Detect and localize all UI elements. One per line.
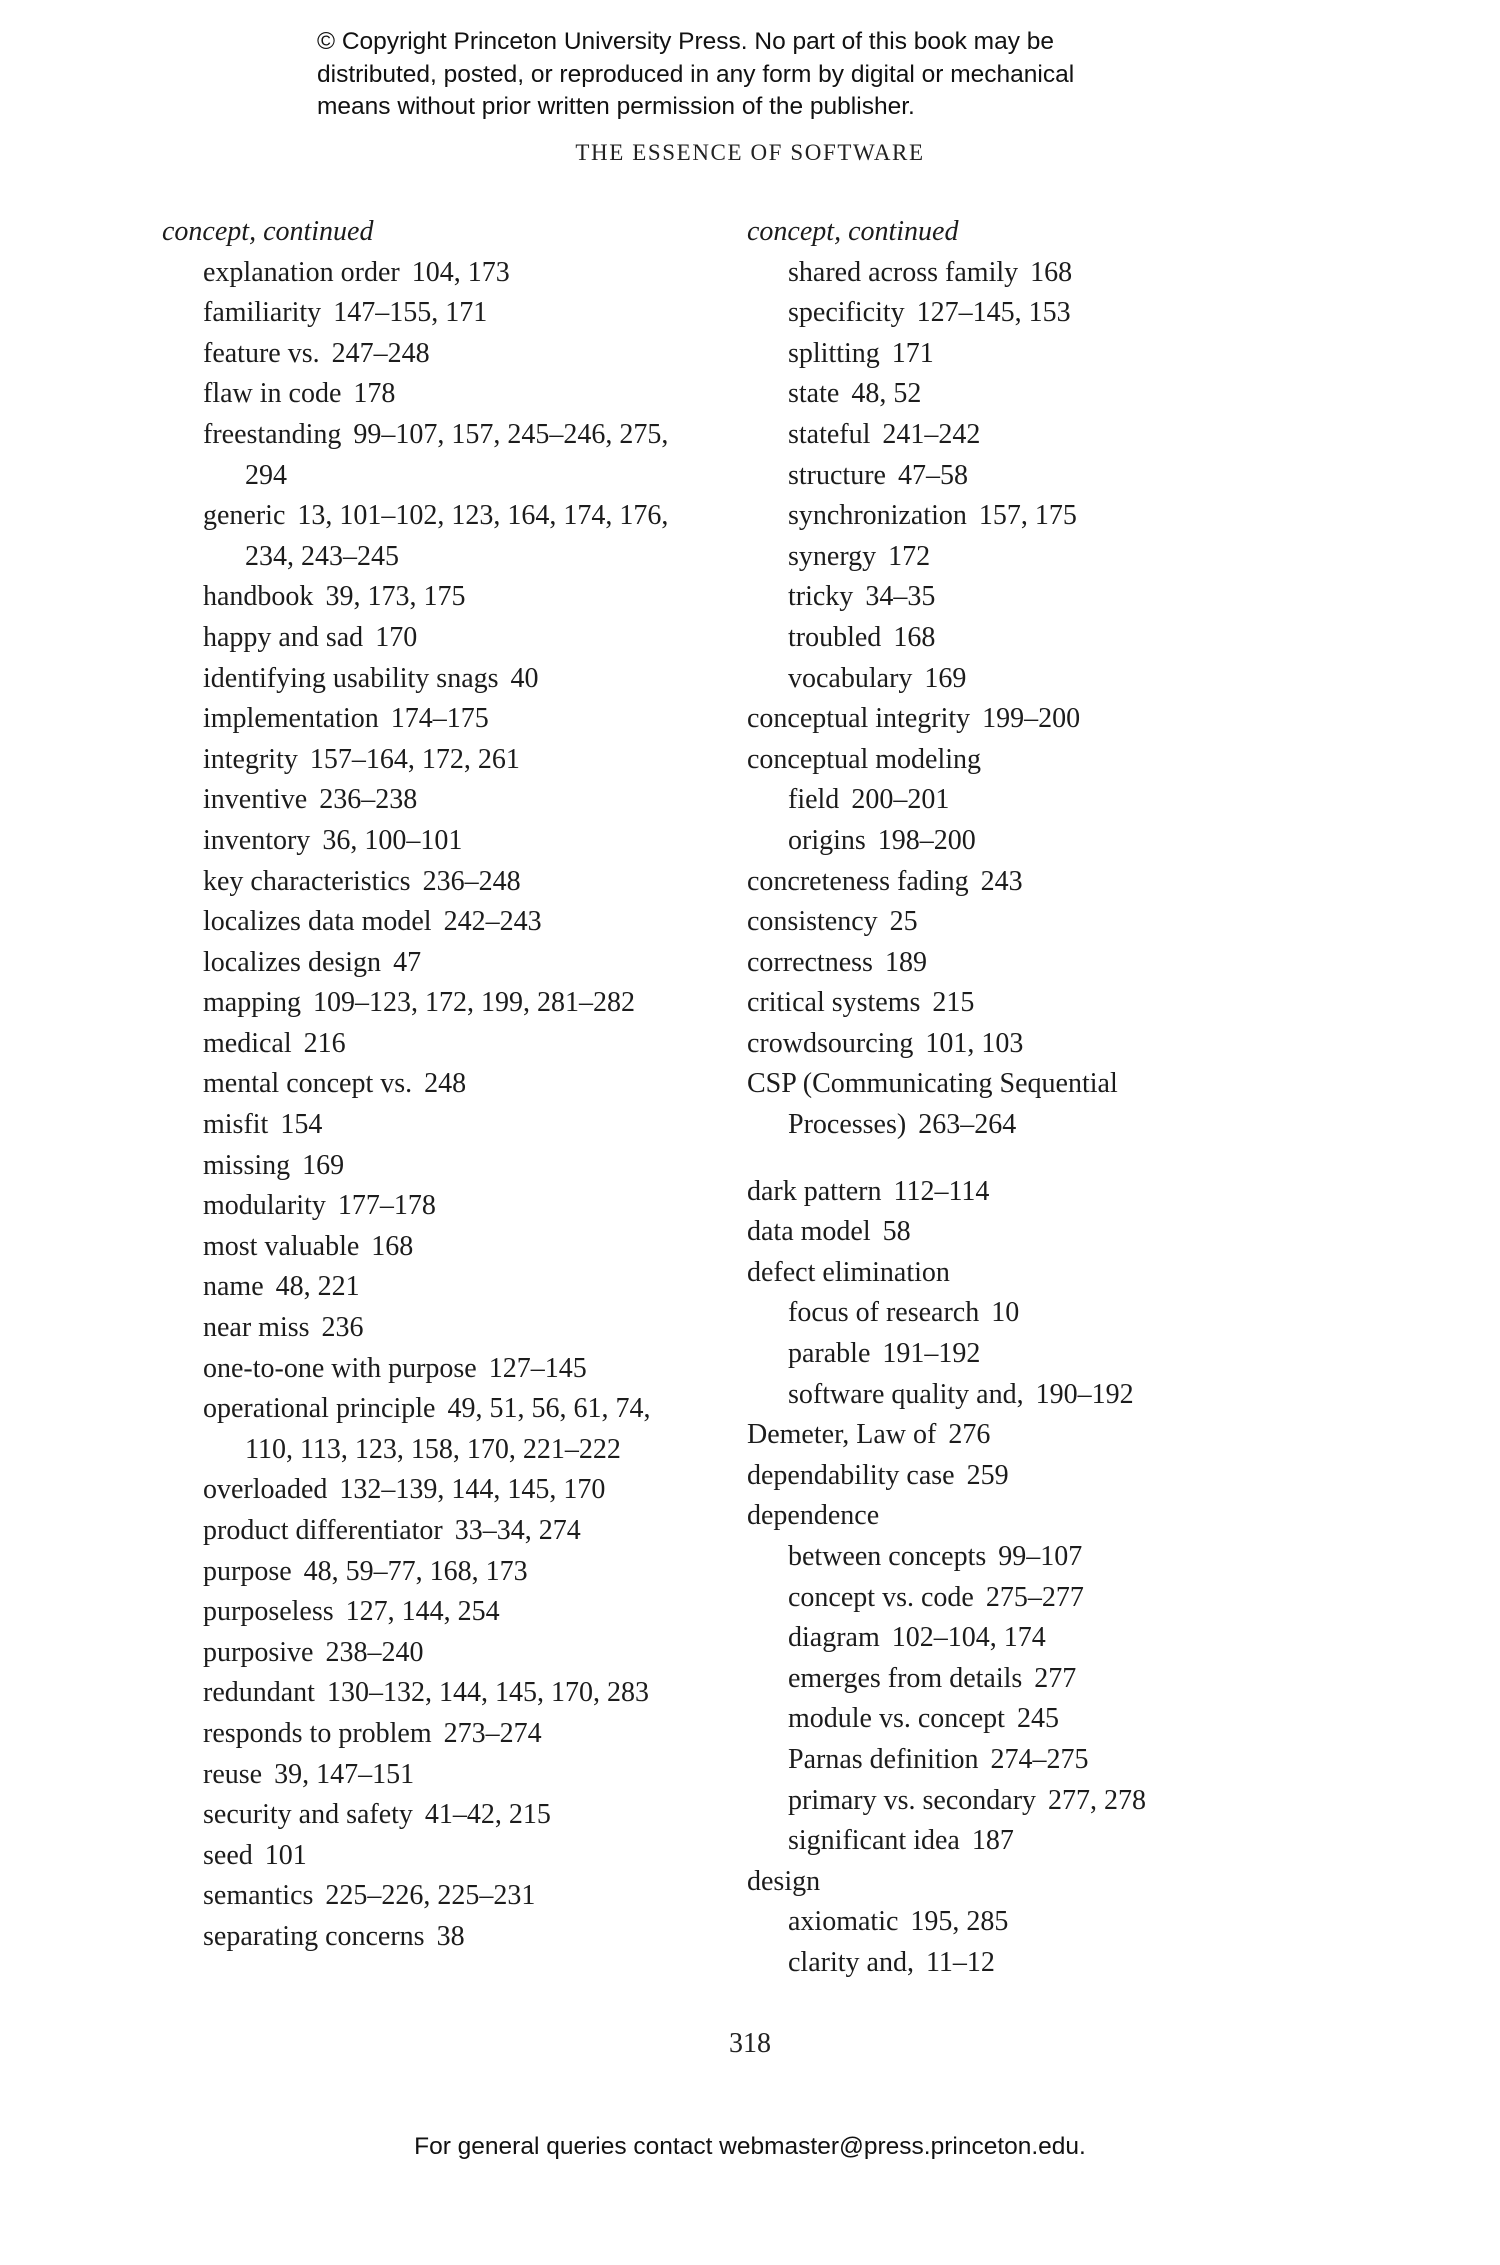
index-page-refs: 41–42, 215: [424, 1799, 551, 1831]
index-page-refs: 157–164, 172, 261: [309, 743, 520, 775]
index-page-refs: 168: [1030, 256, 1073, 288]
index-term: axiomatic: [788, 1906, 899, 1938]
index-subentry: [162, 780, 722, 821]
index-page-refs: 277: [1034, 1662, 1077, 1694]
index-page-refs: 25: [889, 906, 918, 938]
index-term: inventive: [203, 784, 308, 816]
index-page-refs: 112–114: [893, 1175, 990, 1207]
index-term: security and safety: [203, 1799, 413, 1831]
index-subentry: [162, 1227, 722, 1268]
index-subentry: [162, 1105, 722, 1146]
index-term: freestanding: [203, 418, 342, 450]
index-term: separating concerns: [203, 1920, 425, 1952]
index-term: design: [747, 1865, 821, 1897]
index-main-entry: [747, 1172, 1307, 1213]
index-page-refs: 198–200: [877, 824, 976, 856]
index-subentry: [747, 496, 1307, 537]
index-subentry: [747, 253, 1307, 294]
index-term: consistency: [747, 906, 878, 938]
index-page-refs: 191–192: [882, 1338, 981, 1370]
index-term: familiarity: [203, 297, 322, 329]
index-page-refs: 33–34, 274: [454, 1515, 581, 1546]
index-term: Processes): [788, 1109, 907, 1141]
index-term: key characteristics: [203, 865, 411, 897]
copyright-line: means without prior written permission of the publisher.: [317, 93, 915, 120]
index-term: most valuable: [203, 1230, 360, 1262]
index-page-refs: 10: [991, 1297, 1020, 1329]
index-subentry: [747, 374, 1307, 415]
index-page-refs: 127–145: [488, 1352, 587, 1384]
index-turnover-line: 294: [245, 459, 287, 491]
index-subentry: [162, 1592, 722, 1633]
index-main-entry: [747, 1212, 1307, 1253]
index-subentry: [747, 293, 1307, 334]
index-subentry: [162, 699, 722, 740]
index-page-refs: 48, 52: [851, 378, 922, 410]
index-column-left: [162, 212, 722, 1958]
index-main-entry: [747, 983, 1307, 1024]
index-term: conceptual modeling: [747, 743, 982, 775]
index-page-refs: 247–248: [331, 337, 430, 369]
index-page-refs: 174–175: [390, 703, 489, 735]
index-subentry: [747, 1781, 1307, 1822]
index-term: correctness: [747, 946, 873, 978]
index-main-entry: [747, 902, 1307, 943]
index-subentry: [162, 1349, 722, 1390]
index-main-entry: [747, 1064, 1307, 1105]
index-term: misfit: [203, 1109, 269, 1141]
index-term: tricky: [788, 581, 854, 613]
index-subentry: [162, 1511, 722, 1552]
index-page-refs: 49, 51, 56, 61, 74,: [447, 1393, 651, 1425]
index-subentry: [162, 1673, 722, 1714]
index-page-refs: 236–248: [422, 865, 521, 897]
index-term: flaw in code: [203, 378, 342, 410]
index-subentry: [162, 1917, 722, 1958]
index-page-refs: 34–35: [865, 581, 936, 613]
index-term: near miss: [203, 1312, 310, 1344]
index-subentry: [162, 1186, 722, 1227]
index-main-entry: [747, 943, 1307, 984]
index-subentry: [747, 780, 1307, 821]
section-gap: [747, 1146, 1307, 1172]
index-page-refs: 99–107, 157, 245–246, 275,: [353, 418, 669, 450]
index-subentry: [747, 1375, 1307, 1416]
index-term: handbook: [203, 581, 314, 613]
index-term: clarity and,: [788, 1946, 914, 1978]
index-term: concept vs. code: [788, 1581, 974, 1613]
index-subentry: [747, 1902, 1307, 1943]
index-page-refs: 177–178: [337, 1190, 436, 1222]
index-term: integrity: [203, 743, 298, 775]
index-term: software quality and,: [788, 1378, 1024, 1410]
index-term: Parnas definition: [788, 1743, 979, 1775]
index-page-refs: 157, 175: [978, 500, 1077, 532]
index-subentry: [162, 740, 722, 781]
index-term: splitting: [788, 337, 880, 369]
index-subentry: [747, 821, 1307, 862]
index-page-refs: 172: [888, 540, 931, 572]
copyright-notice: [317, 26, 1217, 124]
index-term: mapping: [203, 987, 301, 1019]
index-term: reuse: [203, 1758, 263, 1790]
index-term: dark pattern: [747, 1175, 882, 1207]
index-subentry: [747, 1943, 1307, 1984]
index-term: feature vs.: [203, 337, 320, 369]
index-subentry: [162, 1389, 722, 1430]
index-turnover-line: 234, 243–245: [245, 540, 399, 572]
index-page-refs: 276: [948, 1419, 991, 1451]
index-term: identifying usability snags: [203, 662, 499, 694]
index-subentry: [162, 1836, 722, 1877]
index-term: inventory: [203, 824, 311, 856]
index-page-refs: 189: [884, 946, 927, 978]
index-page-refs: 199–200: [982, 703, 1081, 735]
index-page-refs: 170: [375, 621, 418, 653]
index-term: purposeless: [203, 1596, 334, 1628]
index-term: CSP (Communicating Sequential: [747, 1068, 1118, 1100]
index-subentry: [747, 1821, 1307, 1862]
index-page-refs: 277, 278: [1048, 1784, 1147, 1816]
index-term: module vs. concept: [788, 1703, 1005, 1735]
index-page-refs: 104, 173: [411, 256, 510, 288]
index-subentry: [162, 1876, 722, 1917]
index-subentry: [162, 1755, 722, 1796]
index-term: operational principle: [203, 1393, 436, 1425]
copyright-line: © Copyright Princeton University Press. No part of this book may be: [317, 28, 1055, 55]
index-subentry: [162, 1267, 722, 1308]
index-page-refs: 236–238: [319, 784, 418, 816]
index-term: specificity: [788, 297, 905, 329]
index-subentry: [162, 862, 722, 903]
index-term: parable: [788, 1338, 871, 1370]
index-subentry: [162, 1714, 722, 1755]
index-subentry: [162, 334, 722, 375]
index-term: missing: [203, 1149, 291, 1181]
index-page-refs: 273–274: [443, 1717, 542, 1749]
index-main-entry: [747, 1496, 1307, 1537]
index-subentry: [747, 415, 1307, 456]
index-term: responds to problem: [203, 1717, 432, 1749]
index-term: data model: [747, 1216, 871, 1248]
index-term: product differentiator: [203, 1515, 443, 1546]
index-term: purposive: [203, 1636, 314, 1668]
index-subentry: [162, 1064, 722, 1105]
index-page-refs: 130–132, 144, 145, 170, 283: [326, 1677, 649, 1709]
index-subentry: [747, 1699, 1307, 1740]
index-page-refs: 243: [980, 865, 1023, 897]
index-column-right: [747, 212, 1307, 1984]
index-term: shared across family: [788, 256, 1019, 288]
index-subentry: [747, 1618, 1307, 1659]
index-term: name: [203, 1271, 264, 1303]
index-term: seed: [203, 1839, 253, 1871]
index-page-refs: 48, 221: [275, 1271, 360, 1303]
index-turnover-line: [747, 1105, 1307, 1146]
index-page-refs: 169: [924, 662, 967, 694]
index-main-entry: [747, 699, 1307, 740]
index-page-refs: 58: [882, 1216, 911, 1248]
index-page-refs: 101, 103: [925, 1027, 1024, 1059]
index-subentry: [747, 1334, 1307, 1375]
continued-heading: concept, continued: [747, 216, 959, 247]
index-term: implementation: [203, 703, 379, 735]
running-head: THE ESSENCE OF SOFTWARE: [575, 140, 925, 165]
index-page-refs: 238–240: [325, 1636, 424, 1668]
index-subentry: [162, 659, 722, 700]
index-page-refs: 154: [280, 1109, 323, 1141]
index-term: conceptual integrity: [747, 703, 971, 735]
index-page-refs: 178: [353, 378, 396, 410]
index-subentry: [162, 496, 722, 537]
index-subentry: [747, 1740, 1307, 1781]
index-page-refs: 225–226, 225–231: [325, 1880, 536, 1912]
index-subentry: [162, 1470, 722, 1511]
index-term: structure: [788, 459, 886, 491]
index-term: semantics: [203, 1880, 314, 1912]
index-term: explanation order: [203, 256, 400, 288]
index-subentry: [162, 293, 722, 334]
index-subentry: [162, 1146, 722, 1187]
index-term: localizes design: [203, 946, 382, 978]
index-page-refs: 38: [436, 1920, 465, 1952]
index-page-refs: 11–12: [925, 1946, 995, 1978]
index-term: synchronization: [788, 500, 967, 532]
index-term: primary vs. secondary: [788, 1784, 1037, 1816]
index-term: field: [788, 784, 840, 816]
index-term: purpose: [203, 1555, 292, 1587]
index-term: generic: [203, 500, 286, 532]
index-page-refs: 127–145, 153: [916, 297, 1071, 329]
index-term: happy and sad: [203, 621, 364, 653]
index-page-refs: 171: [891, 337, 934, 369]
index-page-refs: 236: [321, 1312, 364, 1344]
index-page-refs: 39, 173, 175: [325, 581, 466, 613]
index-term: significant idea: [788, 1825, 960, 1857]
index-page-refs: 263–264: [918, 1109, 1017, 1141]
index-main-entry: [747, 862, 1307, 903]
index-term: emerges from details: [788, 1662, 1023, 1694]
index-turnover-line: 110, 113, 123, 158, 170, 221–222: [245, 1433, 621, 1465]
index-subentry: [747, 618, 1307, 659]
index-term: troubled: [788, 621, 882, 653]
index-page-refs: 195, 285: [910, 1906, 1009, 1938]
index-page-refs: 248: [424, 1068, 467, 1100]
index-subentry: [747, 334, 1307, 375]
index-page-refs: 242–243: [443, 906, 542, 938]
index-page-refs: 47: [393, 946, 422, 978]
index-page-refs: 13, 101–102, 123, 164, 174, 176,: [297, 500, 669, 532]
copyright-line: distributed, posted, or reproduced in any form by digital or mechanical: [317, 60, 1075, 88]
index-page-refs: 259: [966, 1459, 1009, 1491]
index-subentry: [747, 456, 1307, 497]
index-subentry: [747, 1537, 1307, 1578]
index-main-entry: [747, 1456, 1307, 1497]
index-page-refs: 215: [932, 987, 975, 1019]
index-page-refs: 216: [303, 1027, 346, 1059]
index-term: concreteness fading: [747, 865, 969, 897]
index-term: diagram: [788, 1622, 880, 1654]
index-term: crowdsourcing: [747, 1027, 914, 1059]
index-main-entry: [747, 1024, 1307, 1065]
index-page-refs: 40: [510, 662, 539, 694]
index-page-refs: 99–107: [998, 1541, 1083, 1572]
index-page-refs: 127, 144, 254: [345, 1596, 500, 1628]
index-page-refs: 132–139, 144, 145, 170: [339, 1474, 606, 1506]
index-main-entry: [747, 1862, 1307, 1903]
index-term: between concepts: [788, 1541, 987, 1572]
index-term: redundant: [203, 1677, 315, 1709]
index-term: dependence: [747, 1500, 880, 1532]
index-subentry: [162, 415, 722, 456]
index-page-refs: 168: [893, 621, 936, 653]
index-term: stateful: [788, 418, 871, 450]
index-page-refs: 200–201: [851, 784, 950, 816]
index-page-refs: 102–104, 174: [891, 1622, 1046, 1654]
index-page-refs: 168: [371, 1230, 414, 1262]
index-subentry: [162, 1633, 722, 1674]
index-subentry: [162, 577, 722, 618]
index-term: synergy: [788, 540, 877, 572]
index-main-entry: [747, 740, 1307, 781]
index-term: defect elimination: [747, 1256, 950, 1288]
footer-contact: For general queries contact webmaster@press.princeton.edu.: [414, 2133, 1086, 2160]
index-page-refs: 39, 147–151: [274, 1758, 415, 1790]
index-subentry: [747, 577, 1307, 618]
index-page-refs: 147–155, 171: [333, 297, 488, 329]
index-term: vocabulary: [788, 662, 913, 694]
index-term: critical systems: [747, 987, 921, 1019]
index-page-refs: 48, 59–77, 168, 173: [303, 1555, 528, 1587]
index-subentry: [162, 618, 722, 659]
index-main-entry: [747, 1415, 1307, 1456]
index-term: overloaded: [203, 1474, 328, 1506]
index-page-refs: 241–242: [882, 418, 981, 450]
index-page-refs: 109–123, 172, 199, 281–282: [313, 987, 635, 1019]
index-term: state: [788, 378, 840, 410]
index-term: Demeter, Law of: [747, 1419, 937, 1451]
index-page-refs: 169: [302, 1149, 345, 1181]
index-page-refs: 36, 100–101: [322, 824, 463, 856]
index-subentry: [162, 1024, 722, 1065]
index-term: dependability case: [747, 1459, 955, 1491]
index-subentry: [162, 983, 722, 1024]
index-subentry: [747, 1293, 1307, 1334]
index-subentry: [747, 1578, 1307, 1619]
index-main-entry: [747, 1253, 1307, 1294]
index-subentry: [162, 1795, 722, 1836]
index-term: medical: [203, 1027, 292, 1059]
index-term: one-to-one with purpose: [203, 1352, 477, 1384]
index-page-refs: 190–192: [1035, 1378, 1134, 1410]
index-term: origins: [788, 824, 866, 856]
index-subentry: [747, 537, 1307, 578]
index-subentry: [162, 1308, 722, 1349]
index-page-refs: 187: [971, 1825, 1014, 1857]
continued-heading: concept, continued: [162, 216, 374, 247]
index-subentry: [162, 1552, 722, 1593]
index-subentry: [162, 821, 722, 862]
index-term: focus of research: [788, 1297, 980, 1329]
index-term: localizes data model: [203, 906, 432, 938]
index-subentry: [162, 253, 722, 294]
index-term: mental concept vs.: [203, 1068, 413, 1100]
index-subentry: [162, 943, 722, 984]
index-page-refs: 275–277: [985, 1581, 1084, 1613]
index-page-refs: 47–58: [897, 459, 968, 491]
index-page-refs: 101: [264, 1839, 307, 1871]
index-subentry: [747, 1659, 1307, 1700]
index-page-refs: 245: [1016, 1703, 1059, 1735]
index-term: modularity: [203, 1190, 326, 1222]
index-subentry: [747, 659, 1307, 700]
page-number: 318: [729, 2028, 771, 2059]
index-subentry: [162, 374, 722, 415]
index-subentry: [162, 902, 722, 943]
index-page-refs: 274–275: [990, 1743, 1089, 1775]
